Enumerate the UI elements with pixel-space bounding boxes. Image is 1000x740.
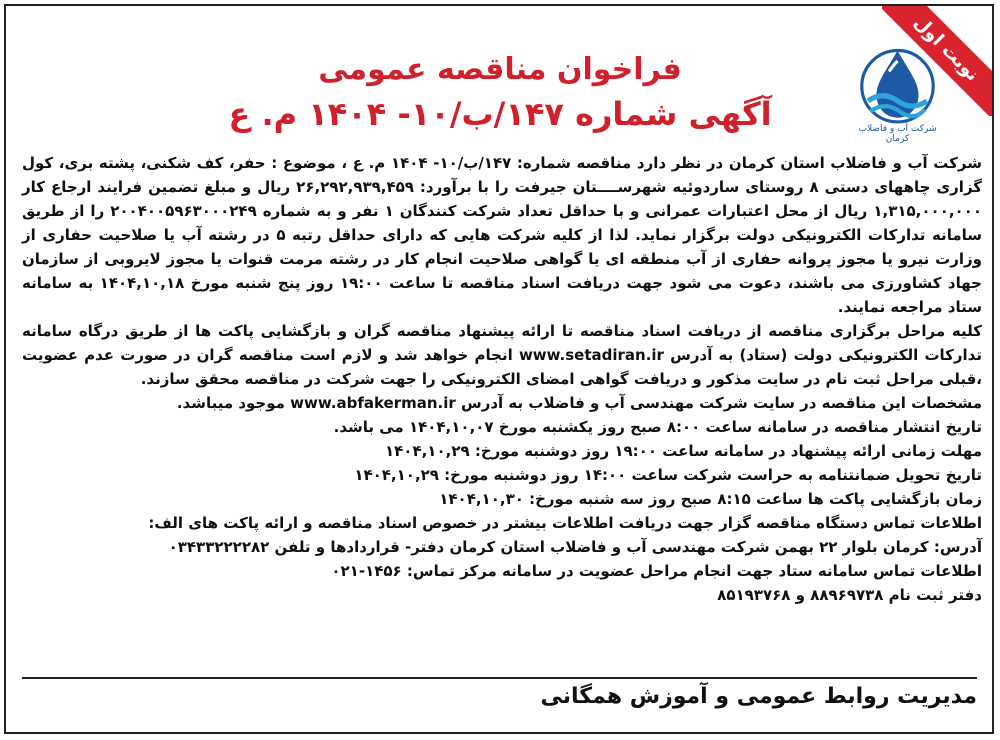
notice-number: آگهی شماره ۱۴۷/ب/۱۰- ۱۴۰۴ م. ع <box>228 95 772 133</box>
paragraph-website: مشخصات این مناقصه در سایت شرکت مهندسی آب و فاضلاب به آدرس www.abfakerman.ir موجود میباشد. <box>176 394 982 412</box>
footer-divider <box>22 677 977 679</box>
line-publish-date: تاریخ انتشار مناقصه در سامانه ساعت ۸:۰۰ صبح روز یکشنبه مورخ ۱۴۰۴,۱۰,۰۷ می باشد. <box>333 418 982 436</box>
paragraph-intro: شرکت آب و فاضلاب استان کرمان در نظر دارد مناقصه شماره: ۱۴۷/ب/۱۰- ۱۴۰۴ م. ع ، موضوع : حفر، کف شکنی، پشته بری، کول گزاری چاههای دستی ۸ روستای ساردوئیه شهرســــتان جیرفت را با برآورد: ۲۶,۲۹۲,۹۳۹,۴۵۹ ریال و مبلغ تضمین فرایند ارجاع کار ۱,۳۱۵,۰۰۰,۰۰۰ ریال از محل اعتبارات عمرانی و با حداقل تعداد شرکت کنندگان ۱ نفر و به شماره ۲۰۰۴۰۰۵۹۶۳۰۰۰۲۴۹ را از طریق سامانه تدارکات الکترونیکی دولت برگزار نماید. لذا از کلیه شرکت هایی که دارای حداقل رتبه ۵ در رشته آب یا صلاحیت حفاری از وزارت نیرو یا مجوز پروانه حفاری از آب منطقه ای یا گواهی صلاحیت انجام کار در رشته مرمت قنوات یا مجوز لایروبی از سازمان جهاد کشاورزی می باشند، دعوت می شود جهت دریافت اسناد مناقصه تا ساعت ۱۹:۰۰ روز پنج شنبه مورخ ۱۴۰۴,۱۰,۱۸ به سامانه ستاد مراجعه نمایند. <box>22 154 982 316</box>
line-guarantee-delivery: تاریخ تحویل ضمانتنامه به حراست شرکت ساعت ۱۴:۰۰ روز دوشنبه مورخ: ۱۴۰۴,۱۰,۲۹ <box>354 466 982 484</box>
line-registration-office: دفتر ثبت نام ۸۸۹۶۹۷۳۸ و ۸۵۱۹۳۷۶۸ <box>717 586 982 604</box>
first-notice-badge: نوبت اول <box>882 6 992 116</box>
line-opening-time: زمان بازگشایی پاکت ها ساعت ۸:۱۵ صبح روز سه شنبه مورخ: ۱۴۰۴,۱۰,۳۰ <box>439 490 982 508</box>
footer-department: مدیریت روابط عمومی و آموزش همگانی <box>540 684 977 709</box>
line-address: آدرس: کرمان بلوار ۲۲ بهمن شرکت مهندسی آب و فاضلاب استان کرمان دفتر- قراردادها و تلفن ۰۳۴۳۳۲۲۲۲۸۲ <box>168 538 982 556</box>
logo-caption: شرکت آب و فاضلاب کرمان <box>858 124 937 144</box>
notice-title: فراخوان مناقصه عمومی <box>318 52 682 87</box>
paragraph-procedure: کلیه مراحل برگزاری مناقصه از دریافت اسناد مناقصه تا ارائه پیشنهاد مناقصه گران و بازگشایی پاکت ها از طریق درگاه سامانه تدارکات الکترونیکی دولت (ستاد) به آدرس www.setadiran.ir انجام خواهد شد و لازم است مناقصه گران در صورت عدم عضویت ،قبلی مراحل ثبت نام در سایت مذکور و دریافت گواهی امضای الکترونیکی را جهت شرکت در مناقصه محقق سازند. <box>22 322 982 388</box>
line-setad-contact: اطلاعات تماس سامانه ستاد جهت انجام مراحل عضویت در سامانه مرکز تماس: ۱۴۵۶-۰۲۱ <box>331 562 982 580</box>
notice-body <box>22 151 982 607</box>
line-submission-deadline: مهلت زمانی ارائه پیشنهاد در سامانه ساعت ۱۹:۰۰ روز دوشنبه مورخ: ۱۴۰۴,۱۰,۲۹ <box>384 442 982 460</box>
line-contact-heading: اطلاعات تماس دستگاه مناقصه گزار جهت دریافت اطلاعات بیشتر در خصوص اسناد مناقصه و ارائه پاکت های الف: <box>148 514 982 532</box>
